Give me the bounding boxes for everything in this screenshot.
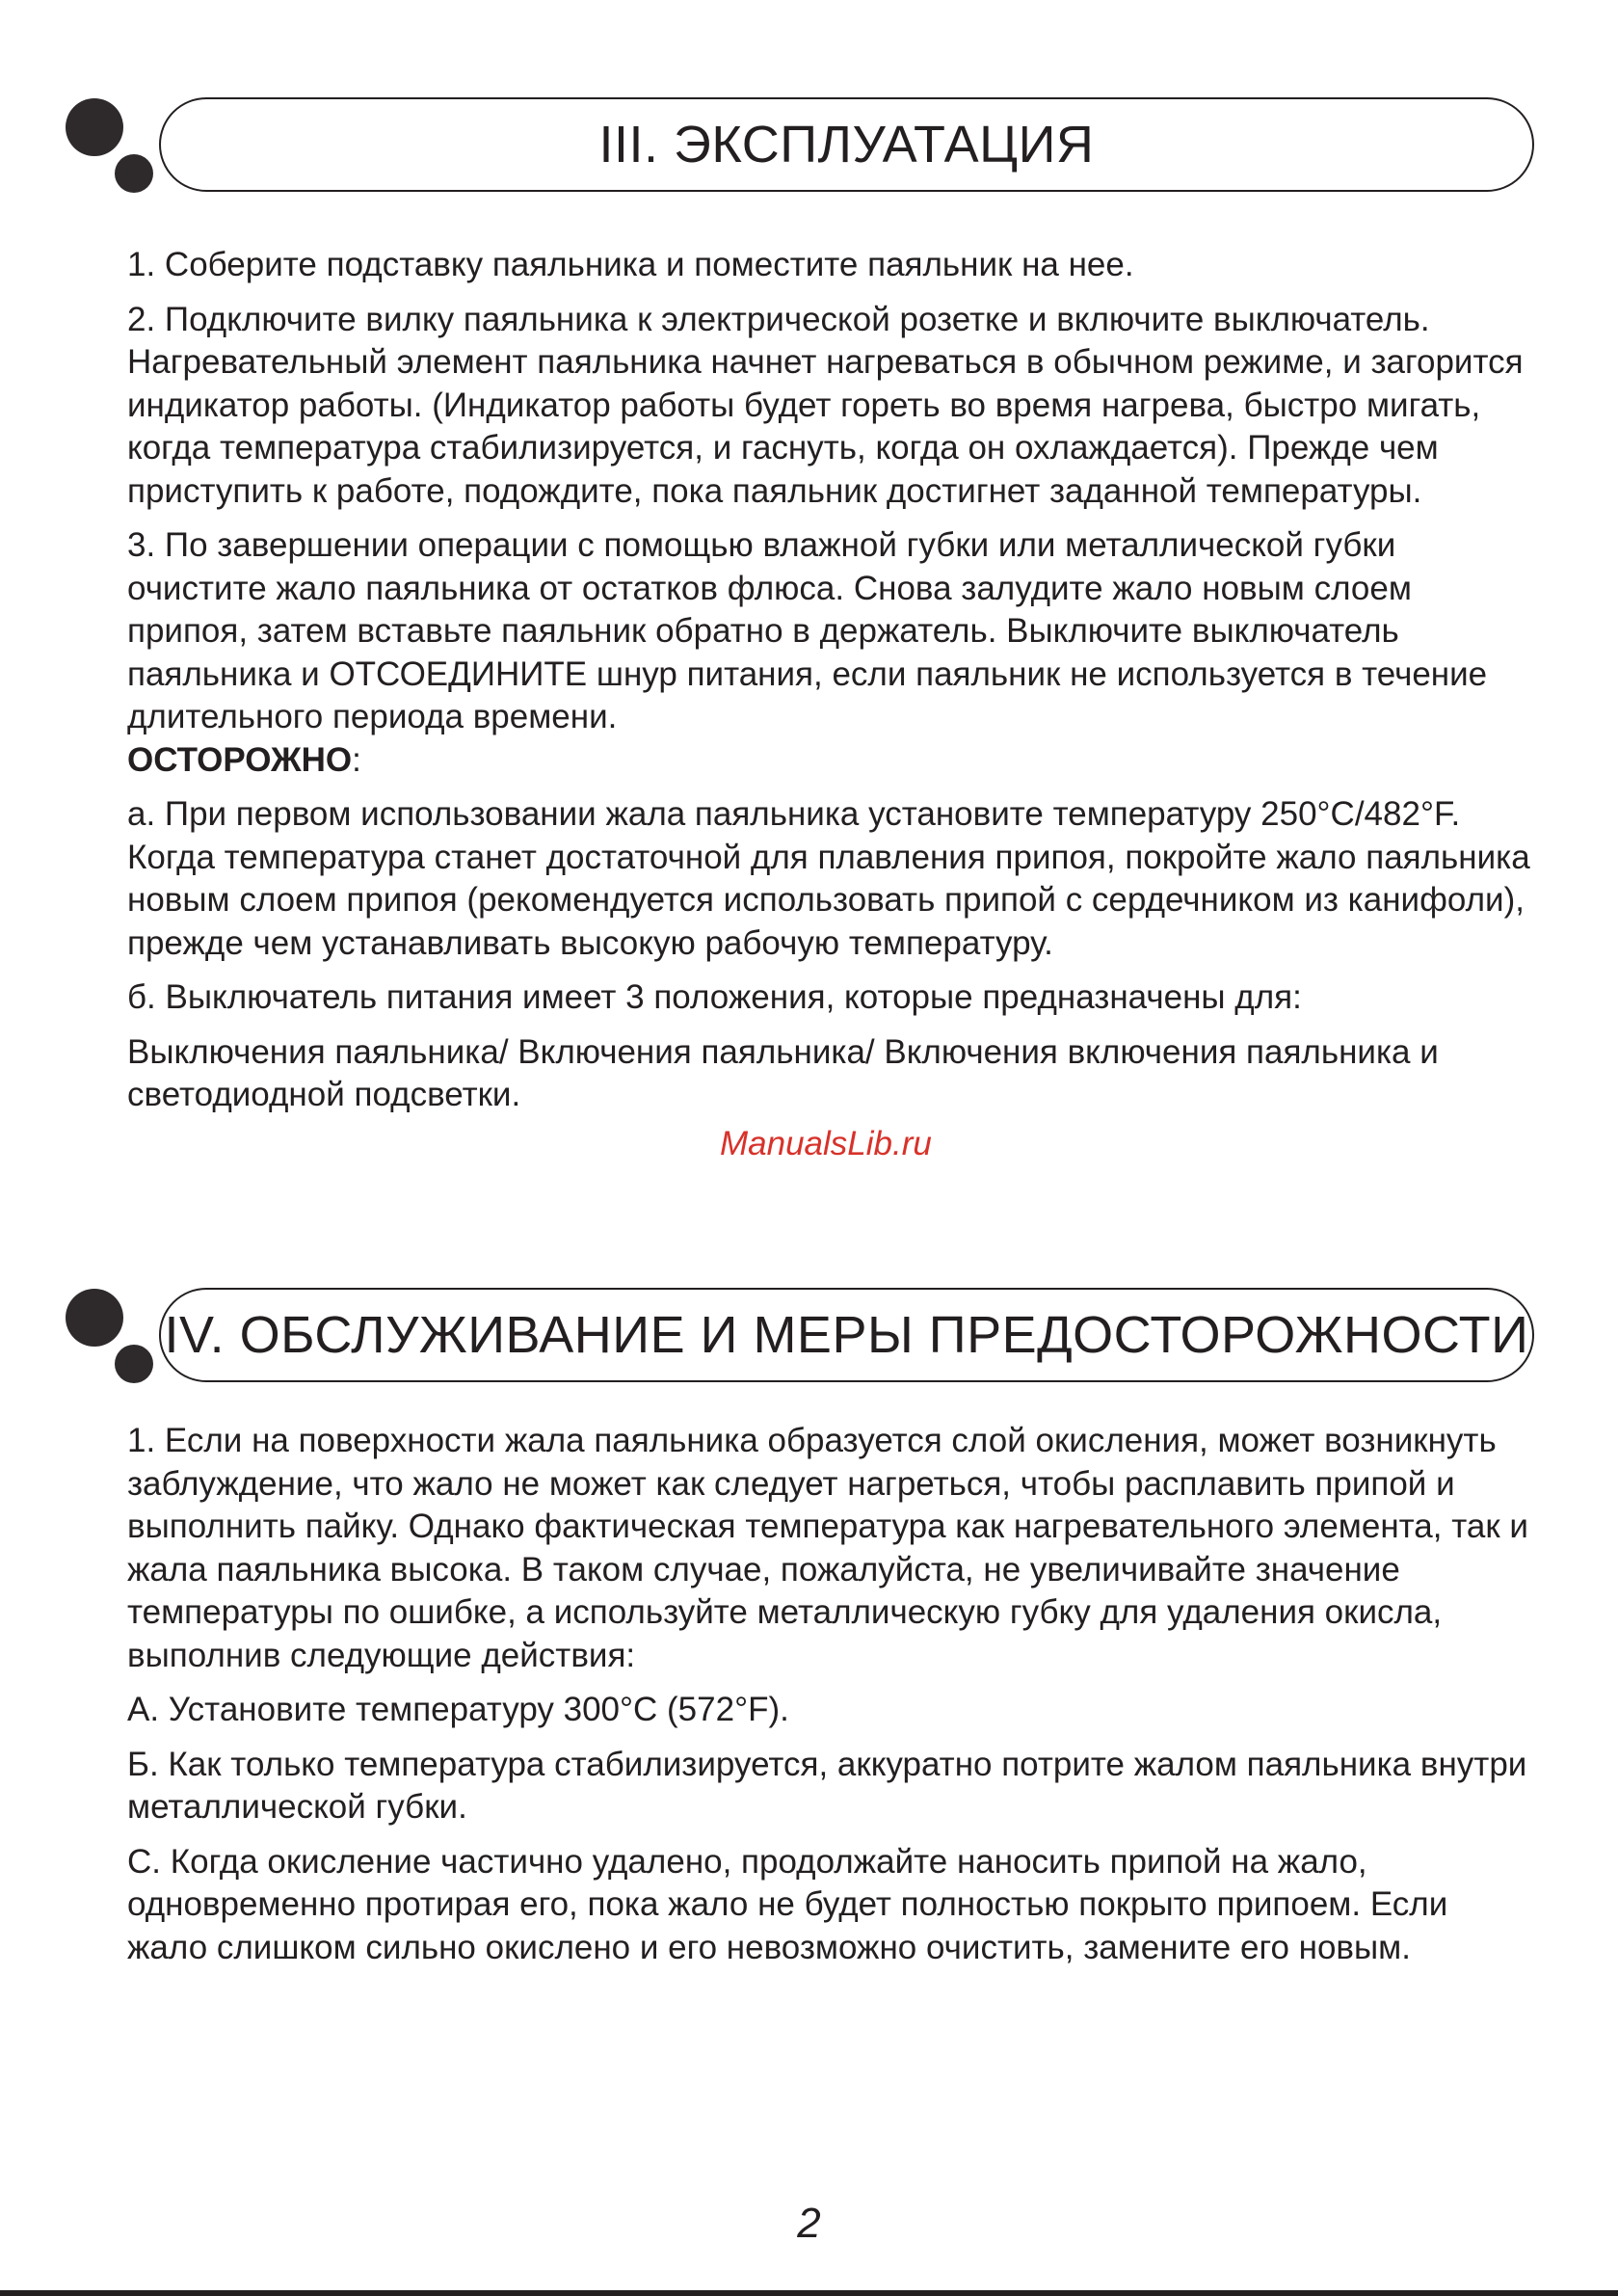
section-3-title: III. ЭКСПЛУАТАЦИЯ xyxy=(159,97,1534,192)
section-3-item-3: 3. По завершении операции с помощью влажной губки или металлической губки очистите жало паяльника от остатков флюса. Снова залудите жало новым слоем припоя, затем вставьте паяльник обратно в держатель. Выключите выключатель паяльника и ОТСОЕДИНИТЕ шнур питания, если паяльник не используется в течение длительного периода времени. xyxy=(127,526,1488,735)
section-3-header xyxy=(0,92,1618,217)
section-4-item-C: C. Когда окисление частично удалено, продолжайте наносить припой на жало, одновременно протирая его, пока жало не будет полностью покрыто припоем. Если жало слишком сильно окислено и его невозможно очистить, замените его новым. xyxy=(127,1842,1448,1966)
section-3-item-a: a. При первом использовании жала паяльника установите температуру 250°C/482°F. Когда температура станет достаточной для плавления припоя, покройте жало паяльника новым слоем припоя (рекомендуется использовать припой с сердечником из канифоли), прежде чем устанавливать высокую рабочую температуру. xyxy=(127,795,1530,962)
section-4-title: IV. ОБСЛУЖИВАНИЕ И МЕРЫ ПРЕДОСТОРОЖНОСТИ xyxy=(159,1288,1534,1382)
bullet-dot-small-icon xyxy=(115,154,153,193)
page-number: 2 xyxy=(797,2200,821,2247)
section-3-item-2: 2. Подключите вилку паяльника к электрической розетке и включите выключатель. Нагревательный элемент паяльника начнет нагреваться в обычном режиме, и загорится индикатор работы. (Индикатор работы будет гореть во время нагрева, быстро мигать, когда температура стабилизируется, и гаснуть, когда он охлаждается). Прежде чем приступить к работе, подождите, пока паяльник достигнет заданной температуры. xyxy=(127,300,1524,510)
section-4-header xyxy=(0,1282,1618,1407)
bullet-dot-large-icon xyxy=(66,98,123,156)
section-4-item-1: 1. Если на поверхности жала паяльника образуется слой окисления, может возникнуть заблуждение, что жало не может как следует нагреться, чтобы расплавить припой и выполнить пайку. Однако фактическая температура как нагревательного элемента, так и жала паяльника высока. В таком случае, пожалуйста, не увеличивайте значение температуры по ошибке, а используйте металлическую губку для удаления окисла, выполнив следующие действия: xyxy=(127,1422,1528,1674)
bottom-rule xyxy=(0,2290,1618,2296)
section-4-body xyxy=(127,1420,1534,1969)
section-3-body xyxy=(127,244,1534,1117)
section-3-item-1: 1. Соберите подставку паяльника и поместите паяльник на нее. xyxy=(127,246,1134,283)
caution-colon: : xyxy=(352,740,361,779)
watermark: ManualsLib.ru xyxy=(720,1125,932,1162)
section-3-item-b: б. Выключатель питания имеет 3 положения, которые предназначены для: xyxy=(127,978,1302,1016)
bullet-dot-small-icon xyxy=(115,1345,153,1383)
section-4-item-A: A. Установите температуру 300°C (572°F). xyxy=(127,1691,789,1728)
section-4-item-B: Б. Как только температура стабилизируется, аккуратно потрите жалом паяльника внутри металлической губки. xyxy=(127,1745,1527,1826)
caution-word: ОСТОРОЖНО xyxy=(127,740,353,779)
bullet-dot-large-icon xyxy=(66,1289,123,1347)
caution-heading xyxy=(127,739,1534,783)
section-3-item-b-continued: Выключения паяльника/ Включения паяльника/ Включения включения паяльника и светодиодной подсветки. xyxy=(127,1032,1439,1113)
